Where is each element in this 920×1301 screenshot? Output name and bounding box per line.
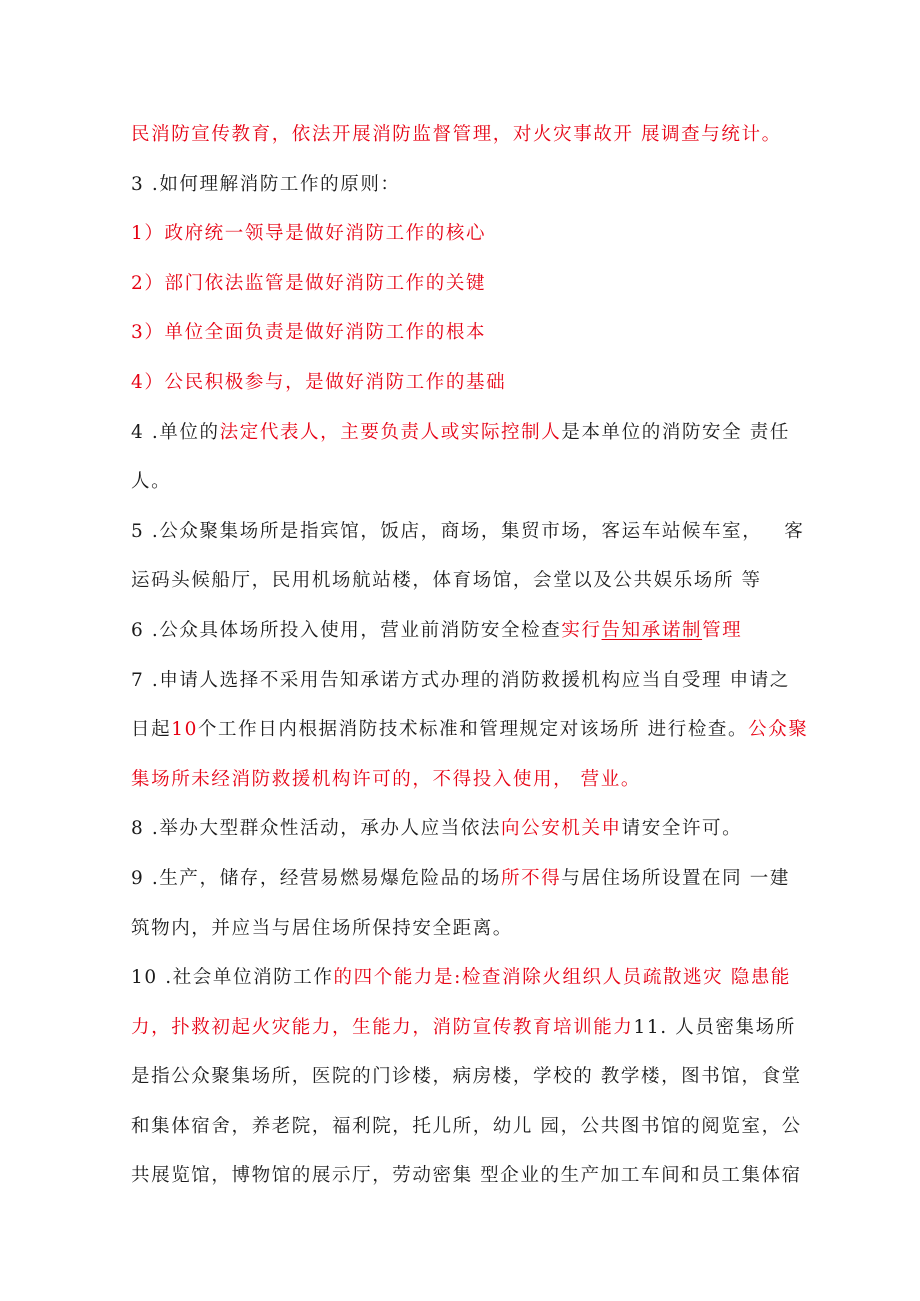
q6-highlight: 管理 bbox=[702, 619, 743, 641]
q9-text: 9 .生产，储存，经营易燃易爆危险品的场 bbox=[131, 867, 502, 889]
question-9-line-2: 筑物内，并应当与居住场所保持安全距离。 bbox=[131, 917, 513, 939]
q7-text: 日起 bbox=[131, 719, 172, 741]
q6-highlight: 实行 bbox=[561, 619, 602, 641]
question-10-line-1 bbox=[131, 953, 801, 1003]
answer-3-1: 1）政府统一领导是做好消防工作的核心 bbox=[131, 223, 487, 245]
question-7-line-3: 集场所未经消防救援机构许可的，不得投入使用， 营业。 bbox=[131, 768, 641, 790]
question-11-line-2: 是指公众聚集场所，医院的门诊楼，病房楼，学校的 教学楼，图书馆，食堂 bbox=[131, 1066, 802, 1088]
q8-highlight: 向公安机关申 bbox=[501, 818, 622, 840]
paragraph-line: 民消防宣传教育，依法开展消防监督管理，对火灾事故开 展调查与统计。 bbox=[131, 124, 782, 145]
q10-text: 10 .社会单位消防工作 bbox=[131, 967, 334, 989]
q6-underlined-highlight: 告知承诺制 bbox=[601, 619, 703, 641]
q9-text: 与居住场所设置在同 一建 bbox=[561, 867, 790, 889]
question-9-line-1 bbox=[131, 854, 801, 904]
question-7-line-1: 7 .申请人选择不采用告知承诺方式办理的消防救援机构应当自受理 申请之 bbox=[131, 669, 790, 691]
q4-highlight: 法定代表人，主要负责人或实际控制人 bbox=[219, 421, 562, 443]
q9-highlight: 所不得 bbox=[501, 867, 562, 889]
q4-text: 4 .单位的 bbox=[131, 421, 220, 443]
question-10-line-2 bbox=[131, 1003, 801, 1053]
q7-highlight: 10 bbox=[171, 719, 198, 741]
question-8 bbox=[131, 804, 801, 854]
q4-text: 是本单位的消防安全 责任 bbox=[561, 421, 790, 443]
question-11-line-4: 共展览馆，博物馆的展示厅，劳动密集 型企业的生产加工车间和员工集体宿 bbox=[131, 1165, 802, 1187]
question-7-line-2 bbox=[131, 705, 809, 755]
q11-text: 11. 人员密集场所 bbox=[633, 1016, 796, 1038]
question-5-line-2: 运码头候船厅，民用机场航站楼，体育场馆，会堂以及公共娱乐场所 等 bbox=[131, 570, 762, 592]
question-6 bbox=[131, 606, 801, 656]
q10-highlight: 的四个能力是:检查消除火组织人员疏散逃灾 隐患能 bbox=[333, 967, 792, 989]
q5-text: 客 bbox=[784, 520, 805, 542]
q10-highlight: 力，扑救初起火灾能力，生能力，消防宣传教育培训能力 bbox=[131, 1016, 634, 1038]
answer-3-4: 4）公民积极参与，是做好消防工作的基础 bbox=[131, 371, 507, 393]
document-page bbox=[131, 110, 809, 1201]
q5-text: 5 .公众聚集场所是指宾馆，饭店，商场，集贸市场，客运车站候车室， bbox=[131, 520, 763, 542]
q8-text: 请安全许可。 bbox=[621, 818, 743, 840]
question-3: 3 .如何理解消防工作的原则： bbox=[131, 173, 401, 195]
q7-text: 个工作日内根据消防技术标准和管理规定对该场所 进行检查。 bbox=[197, 719, 749, 741]
question-5-line-1 bbox=[131, 507, 805, 557]
q7-highlight: 公众聚 bbox=[748, 719, 809, 741]
q6-text: 6 .公众具体场所投入使用，营业前消防安全检查 bbox=[131, 619, 562, 641]
answer-3-2: 2）部门依法监管是做好消防工作的关键 bbox=[131, 272, 487, 294]
question-4-line-1 bbox=[131, 408, 801, 458]
answer-3-3: 3）单位全面负责是做好消防工作的根本 bbox=[131, 322, 487, 344]
q8-text: 8 .举办大型群众性活动，承办人应当依法 bbox=[131, 818, 502, 840]
question-4-line-2: 人。 bbox=[131, 471, 172, 493]
question-11-line-3: 和集体宿舍，养老院，福利院，托儿所，幼儿 园，公共图书馆的阅览室，公 bbox=[131, 1115, 802, 1137]
